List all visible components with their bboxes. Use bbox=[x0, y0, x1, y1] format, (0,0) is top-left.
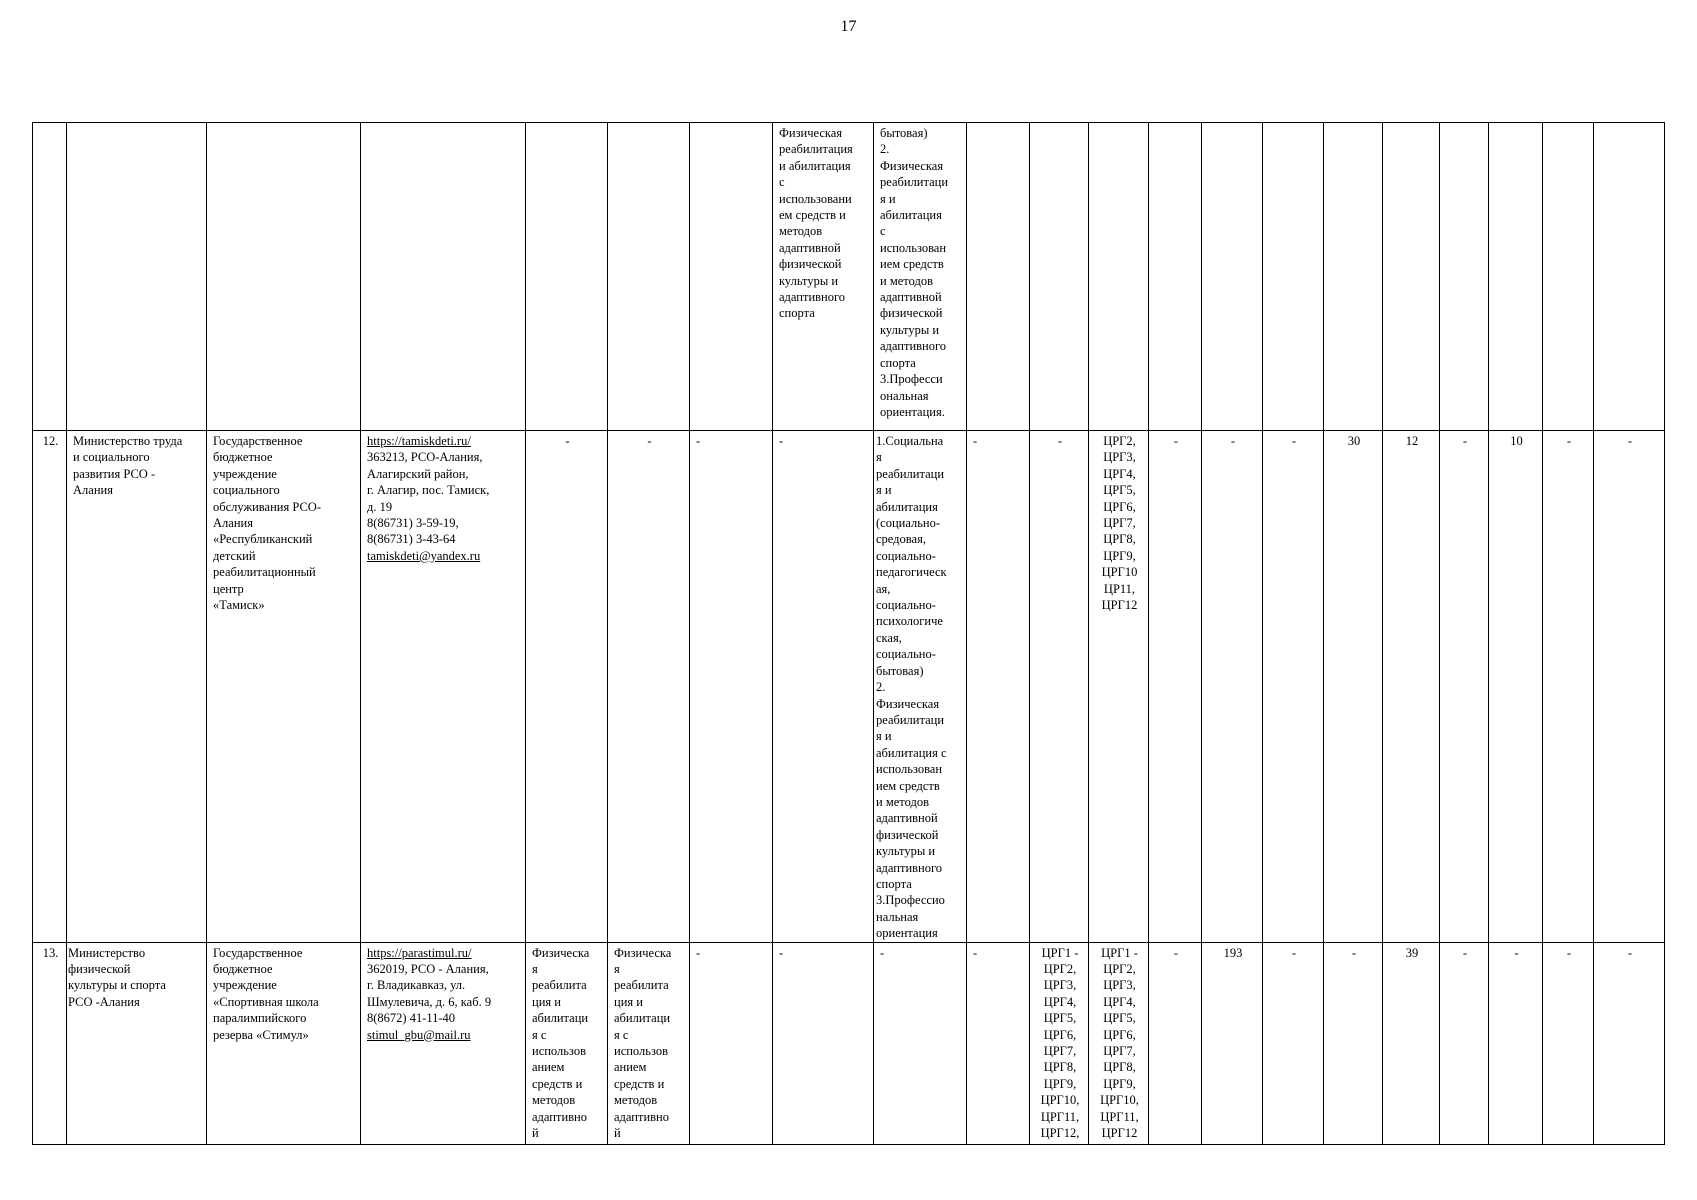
cell-c12: ЦРГ1 - ЦРГ2, ЦРГ3, ЦРГ4, ЦРГ5, ЦРГ6, ЦРГ7, ЦРГ8, ЦРГ9, ЦРГ10, ЦРГ11, ЦРГ12 bbox=[1089, 942, 1149, 1144]
email-link[interactable]: stimul_gbu@mail.ru bbox=[367, 1027, 471, 1042]
email-link[interactable]: tamiskdeti@yandex.ru bbox=[367, 548, 481, 563]
cell-c7 bbox=[690, 123, 773, 431]
page-number: 17 bbox=[840, 18, 857, 35]
cell-c16: 30 bbox=[1324, 431, 1383, 943]
cell-c11: - bbox=[1030, 431, 1089, 943]
cell-ministry: Министерство труда и социального развития РСО - Алания bbox=[67, 431, 207, 943]
cell-c15: - bbox=[1263, 942, 1324, 1144]
cell-c21: - bbox=[1594, 942, 1665, 1144]
address-text: 362019, РСО - Алания, г. Владикавказ, ул. Шмулевича, д. 6, каб. 9 8(8672) 41-11-40 bbox=[367, 962, 492, 1026]
cell-c14: 193 bbox=[1202, 942, 1263, 1144]
website-link[interactable]: https://tamiskdeti.ru/ bbox=[367, 434, 471, 448]
cell-c9: бытовая) 2. Физическая реабилитаци я и абилитация с использован ием средств и методов адаптивной физической культуры и адаптивного спорта 3.Професси ональная ориентация. bbox=[874, 123, 967, 431]
table-row-continuation bbox=[33, 123, 1665, 431]
cell-c6: Физическа я реабилита ция и абилитаци я с использов анием средств и методов адаптивно й bbox=[608, 942, 690, 1144]
cell-c7: - bbox=[690, 431, 773, 943]
cell-c15: - bbox=[1263, 431, 1324, 943]
cell-c8: - bbox=[773, 942, 874, 1144]
cell-c10 bbox=[967, 123, 1030, 431]
cell-c8: - bbox=[773, 431, 874, 943]
cell-c10: - bbox=[967, 942, 1030, 1144]
cell-institution: Государственное бюджетное учреждение социального обслуживания РСО- Алания «Республиканский детский реабилитационный центр «Тамиск» bbox=[207, 431, 361, 943]
cell-c16 bbox=[1324, 123, 1383, 431]
cell-c13: - bbox=[1149, 942, 1202, 1144]
cell-c18 bbox=[1440, 123, 1489, 431]
cell-c21 bbox=[1594, 123, 1665, 431]
cell-c5: - bbox=[526, 431, 608, 943]
cell-c19: - bbox=[1489, 942, 1543, 1144]
table-row-12 bbox=[33, 431, 1665, 943]
cell-c7: - bbox=[690, 942, 773, 1144]
cell-c17: 39 bbox=[1383, 942, 1440, 1144]
cell-num bbox=[33, 123, 67, 431]
address-text: 363213, РСО-Алания, Алагирский район, г. Алагир, пос. Тамиск, д. 19 8(86731) 3-59-19, 8(86731) 3-43-64 bbox=[367, 450, 490, 547]
cell-c20: - bbox=[1543, 942, 1594, 1144]
cell-c13: - bbox=[1149, 431, 1202, 943]
table-row-13 bbox=[33, 942, 1665, 1144]
cell-c13 bbox=[1149, 123, 1202, 431]
cell-c5 bbox=[526, 123, 608, 431]
cell-institution bbox=[207, 123, 361, 431]
cell-c14: - bbox=[1202, 431, 1263, 943]
cell-ministry bbox=[67, 123, 207, 431]
cell-c6: - bbox=[608, 431, 690, 943]
cell-institution: Государственное бюджетное учреждение «Спортивная школа паралимпийского резерва «Стимул» bbox=[207, 942, 361, 1144]
cell-c21: - bbox=[1594, 431, 1665, 943]
cell-c9: - bbox=[874, 942, 967, 1144]
cell-c10: - bbox=[967, 431, 1030, 943]
cell-contacts bbox=[361, 431, 526, 943]
cell-c5: Физическа я реабилита ция и абилитаци я с использов анием средств и методов адаптивно й bbox=[526, 942, 608, 1144]
cell-c17 bbox=[1383, 123, 1440, 431]
cell-contacts bbox=[361, 942, 526, 1144]
cell-c19 bbox=[1489, 123, 1543, 431]
cell-ministry: Министерство физической культуры и спорта РСО -Алания bbox=[67, 942, 207, 1144]
cell-c16: - bbox=[1324, 942, 1383, 1144]
cell-c12: ЦРГ2, ЦРГ3, ЦРГ4, ЦРГ5, ЦРГ6, ЦРГ7, ЦРГ8, ЦРГ9, ЦРГ10 ЦР11, ЦРГ12 bbox=[1089, 431, 1149, 943]
cell-c17: 12 bbox=[1383, 431, 1440, 943]
cell-c12 bbox=[1089, 123, 1149, 431]
facilities-table bbox=[32, 122, 1665, 1145]
cell-c15 bbox=[1263, 123, 1324, 431]
cell-c18: - bbox=[1440, 942, 1489, 1144]
cell-c6 bbox=[608, 123, 690, 431]
cell-c19: 10 bbox=[1489, 431, 1543, 943]
cell-c18: - bbox=[1440, 431, 1489, 943]
cell-c8: Физическая реабилитация и абилитация с использовани ем средств и методов адаптивной физической культуры и адаптивного спорта bbox=[773, 123, 874, 431]
cell-contacts bbox=[361, 123, 526, 431]
cell-c9: 1.Социальна я реабилитаци я и абилитация (социально- средовая, социально- педагогическ ая, социально- психологиче ская, социально- бытовая) 2. Физическая реабилитаци я и абилитация с использован ием средств и методов адаптивной физической культуры и адаптивного спорта 3.Профессио нальная ориентация bbox=[874, 431, 967, 943]
website-link[interactable]: https://parastimul.ru/ bbox=[367, 945, 472, 960]
cell-num: 12. bbox=[33, 431, 67, 943]
cell-c11: ЦРГ1 - ЦРГ2, ЦРГ3, ЦРГ4, ЦРГ5, ЦРГ6, ЦРГ7, ЦРГ8, ЦРГ9, ЦРГ10, ЦРГ11, ЦРГ12, bbox=[1030, 942, 1089, 1144]
cell-c20 bbox=[1543, 123, 1594, 431]
cell-c11 bbox=[1030, 123, 1089, 431]
cell-c14 bbox=[1202, 123, 1263, 431]
cell-num: 13. bbox=[33, 942, 67, 1144]
cell-c20: - bbox=[1543, 431, 1594, 943]
